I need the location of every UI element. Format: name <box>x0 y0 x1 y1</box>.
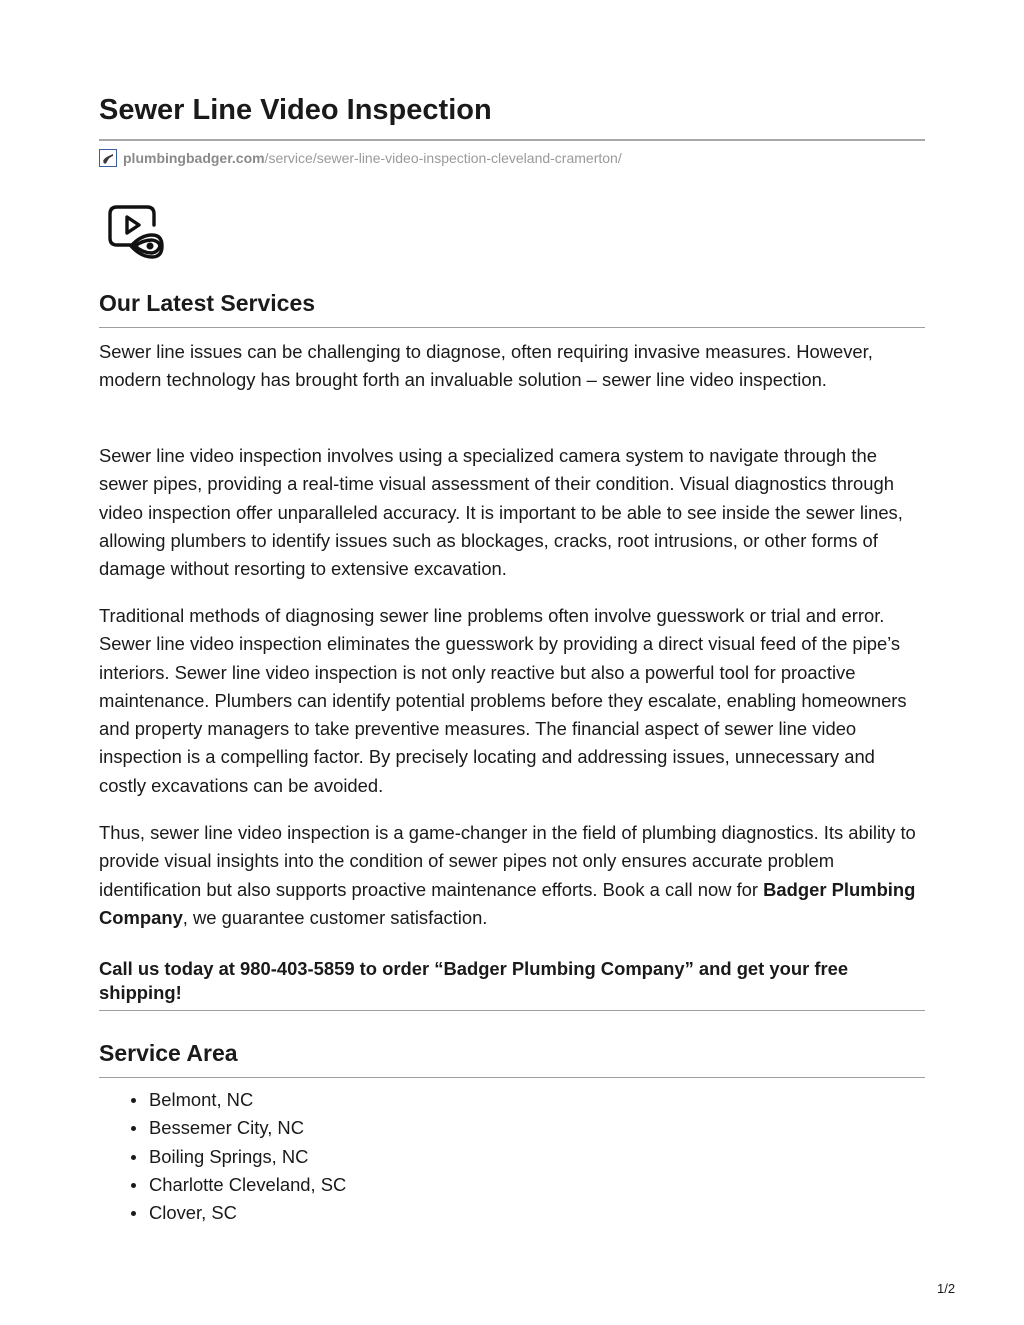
service-area-divider <box>99 1077 925 1078</box>
call-to-action: Call us today at 980-403-5859 to order “Badger Plumbing Company” and get your free shipping! <box>99 958 849 1003</box>
page-number: 1/2 <box>937 1281 956 1296</box>
list-item: Bessemer City, NC <box>149 1114 346 1142</box>
services-heading: Our Latest Services <box>99 290 316 316</box>
page-title: Sewer Line Video Inspection <box>99 94 492 126</box>
source-domain[interactable]: plumbingbadger.com <box>123 150 265 166</box>
paragraph-traditional-methods: Traditional methods of diagnosing sewer line problems often involve guesswork or trial and error. Sewer line video inspection eliminates the guesswork by providing a direct visual feed of the pipe’s interiors. Sewer line video inspection is not only reactive but also a powerful tool for proactive maintenance. Plumbers can identify potential problems before they escalate, enabling homeowners and property managers to take preventive measures. The financial aspect of sewer line video inspection is a compelling factor. By precisely locating and addressing issues, unnecessary and costly excavations can be avoided. <box>99 605 907 796</box>
service-area-list <box>99 1086 346 1227</box>
list-item: Boiling Springs, NC <box>149 1143 346 1171</box>
paragraph-closing <box>99 819 925 932</box>
closing-text: Thus, sewer line video inspection is a game-changer in the field of plumbing diagnostics. Its ability to provide visual insights into the condition of sewer pipes not only ensures accurate problem identification but also supports proactive maintenance efforts. Book a call now for <box>99 822 916 900</box>
company-name: Badger Plumbing Company <box>99 878 916 928</box>
paragraph-intro: Sewer line issues can be challenging to diagnose, often requiring invasive measures. However, modern technology has brought forth an invaluable solution – sewer line video inspection. <box>99 341 873 391</box>
service-area-heading: Service Area <box>99 1040 238 1066</box>
cta-divider <box>99 1010 925 1011</box>
list-item: Charlotte Cleveland, SC <box>149 1171 346 1199</box>
title-divider <box>99 139 925 141</box>
services-divider <box>99 327 925 328</box>
source-path[interactable]: /service/sewer-line-video-inspection-cleveland-cramerton/ <box>264 150 622 166</box>
video-inspection-eye-icon <box>105 203 165 259</box>
source-link[interactable] <box>99 148 622 168</box>
badger-favicon-icon <box>99 149 117 167</box>
list-item: Clover, SC <box>149 1199 346 1227</box>
paragraph-camera-system: Sewer line video inspection involves using a specialized camera system to navigate through the sewer pipes, providing a real-time visual assessment of their condition. Visual diagnostics through video inspection offer unparalleled accuracy. It is important to be able to see inside the sewer lines, allowing plumbers to identify issues such as blockages, cracks, root intrusions, or other forms of damage without resorting to extensive excavation. <box>99 445 903 580</box>
closing-tail: , we guarantee customer satisfaction. <box>182 906 488 928</box>
list-item: Belmont, NC <box>149 1086 346 1114</box>
